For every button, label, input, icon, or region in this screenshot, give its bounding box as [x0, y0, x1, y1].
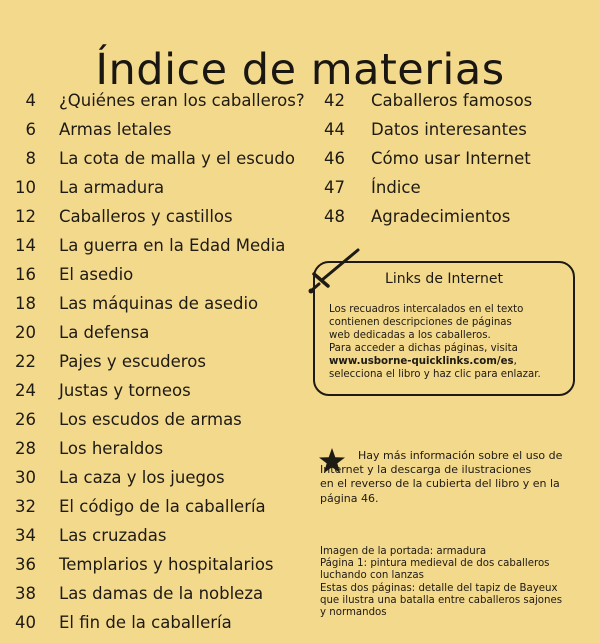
- links-url-line: [329, 355, 574, 368]
- toc-page-number: 32: [15, 497, 36, 516]
- links-line: Los recuadros intercalados en el texto: [329, 304, 524, 315]
- toc-entry-title: Datos interesantes: [371, 120, 527, 139]
- toc-entry-title: Caballeros famosos: [371, 91, 533, 110]
- internet-links-box: [313, 261, 575, 396]
- toc-entry-title: Índice: [371, 178, 421, 197]
- note-line: Internet y la descarga de ilustraciones: [320, 463, 532, 477]
- page-title: Índice de materias: [95, 44, 505, 95]
- toc-page-number: 4: [25, 91, 36, 110]
- toc-page-number: 26: [15, 410, 36, 429]
- credit-line: y normandos: [320, 607, 387, 619]
- toc-page-number: 18: [15, 294, 36, 313]
- credit-line: Página 1: pintura medieval de dos caballeros: [320, 558, 550, 570]
- toc-entry-title: Los heraldos: [59, 439, 164, 458]
- toc-page-number: 30: [15, 468, 36, 487]
- toc-page-number: 34: [15, 526, 36, 545]
- toc-entry-title: Agradecimientos: [371, 207, 511, 226]
- image-credits: [320, 546, 590, 619]
- toc-entry-title: Pajes y escuderos: [59, 352, 206, 371]
- links-box-title: Links de Internet: [385, 271, 503, 287]
- toc-entry-title: El fin de la caballería: [59, 613, 232, 632]
- toc-entry-title: La armadura: [59, 178, 165, 197]
- toc-page-number: 6: [25, 120, 36, 139]
- toc-page-number: 36: [15, 555, 36, 574]
- links-box-text: [329, 303, 574, 381]
- credit-line: Estas dos páginas: detalle del tapiz de Bayeux: [320, 582, 558, 594]
- url-suffix: ,: [513, 356, 517, 367]
- toc-page-number: 12: [15, 207, 36, 226]
- toc-page-number: 44: [324, 120, 345, 139]
- toc-page-number: 40: [15, 613, 36, 632]
- toc-entry-title: La guerra en la Edad Media: [59, 236, 286, 255]
- toc-entry-title: ¿Quiénes eran los caballeros?: [59, 91, 305, 110]
- toc-page-number: 8: [25, 149, 36, 168]
- links-line: selecciona el libro y haz clic para enlazar.: [329, 369, 541, 380]
- toc-page-number: 28: [15, 439, 36, 458]
- links-line: contienen descripciones de páginas: [329, 317, 512, 328]
- toc-entry-title: La defensa: [59, 323, 150, 342]
- toc-entry-title: Templarios y hospitalarios: [59, 555, 274, 574]
- toc-page-number: 42: [324, 91, 345, 110]
- toc-entry-title: Armas letales: [59, 120, 172, 139]
- toc-page-number: 38: [15, 584, 36, 603]
- note-line: en el reverso de la cubierta del libro y en la: [320, 477, 560, 491]
- quicklinks-url[interactable]: www.usborne-quicklinks.com/es: [329, 356, 514, 367]
- note-line: Hay más información sobre el uso de: [358, 449, 563, 462]
- toc-entry-title: Caballeros y castillos: [59, 207, 233, 226]
- toc-entry-title: Las cruzadas: [59, 526, 167, 545]
- toc-page-number: 22: [15, 352, 36, 371]
- credit-line: que ilustra una batalla entre caballeros sajones: [320, 594, 563, 606]
- toc-entry-title: Los escudos de armas: [59, 410, 242, 429]
- toc-page-number: 10: [15, 178, 36, 197]
- note-line: página 46.: [320, 491, 379, 505]
- toc-entry-title: Las damas de la nobleza: [59, 584, 264, 603]
- toc-page-number: 20: [15, 323, 36, 342]
- toc-entry-title: Justas y torneos: [59, 381, 191, 400]
- toc-entry-title: La caza y los juegos: [59, 468, 225, 487]
- toc-entry-title: Cómo usar Internet: [371, 149, 531, 168]
- toc-page-number: 24: [15, 381, 36, 400]
- links-line: Para acceder a dichas páginas, visita: [329, 343, 518, 354]
- toc-page-number: 46: [324, 149, 345, 168]
- toc-page-number: 47: [324, 178, 345, 197]
- toc-entry-title: Las máquinas de asedio: [59, 294, 259, 313]
- toc-page-number: 48: [324, 207, 345, 226]
- credit-line: luchando con lanzas: [320, 570, 424, 582]
- credit-line: Imagen de la portada: armadura: [320, 546, 487, 557]
- toc-entry-title: El asedio: [59, 265, 134, 284]
- links-line: web dedicadas a los caballeros.: [329, 330, 491, 341]
- toc-page-number: 14: [15, 236, 36, 255]
- toc-entry-title: La cota de malla y el escudo: [59, 149, 295, 168]
- toc-page-number: 16: [15, 265, 36, 284]
- toc-entry-title: El código de la caballería: [59, 497, 266, 516]
- internet-info-note: [320, 449, 582, 506]
